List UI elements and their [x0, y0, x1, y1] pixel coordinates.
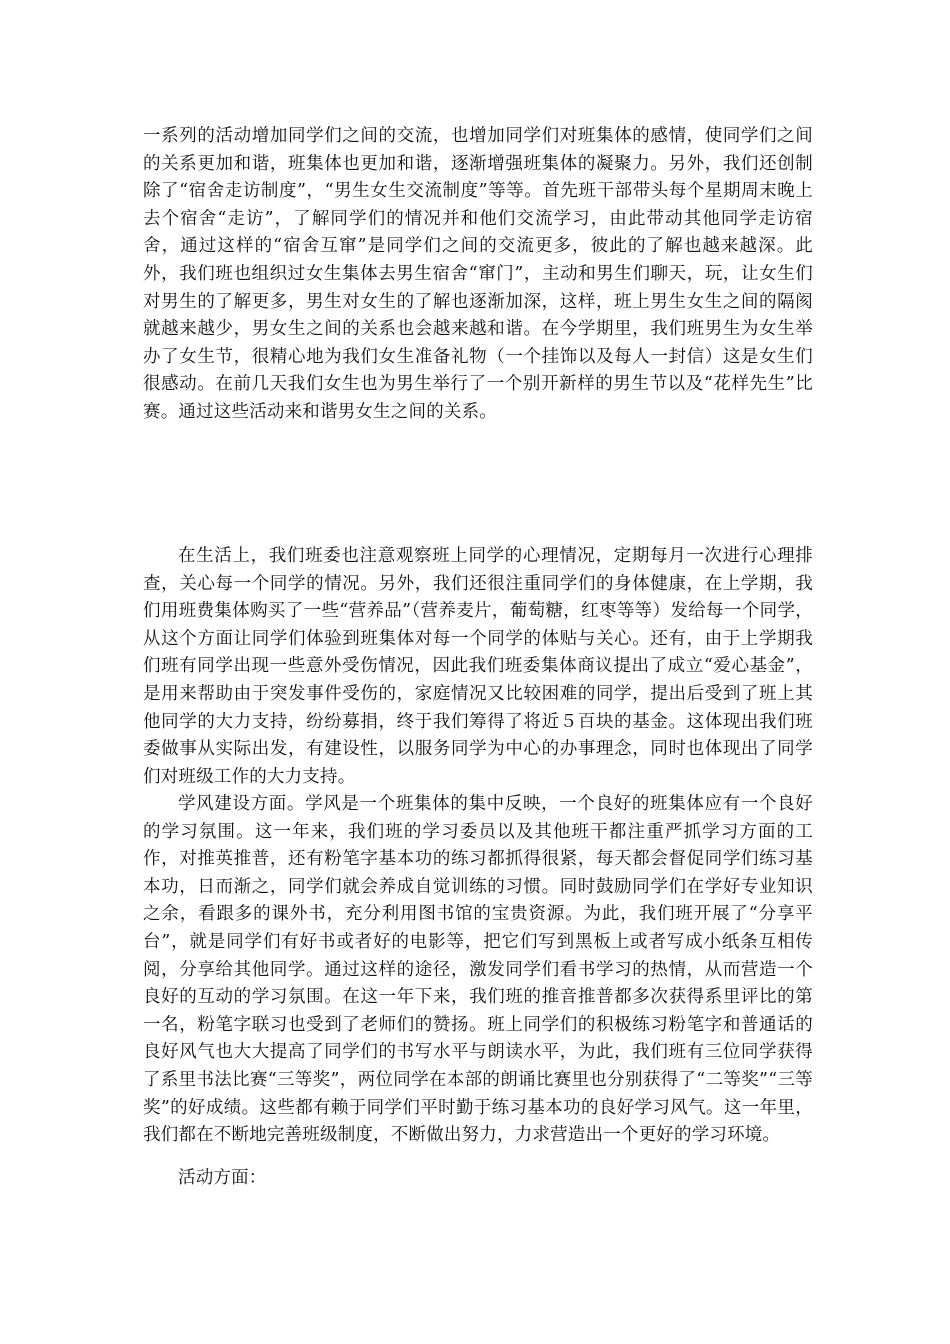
paragraph-class-harmony: 一系列的活动增加同学们之间的交流，也增加同学们对班集体的感情，使同学们之间的关系更加和谐，班集体也更加和谐，逐渐增强班集体的凝聚力。另外，我们还创制除了“宿舍走访制度”，“男生女生交流制度”等等。首先班干部带头每个星期周末晚上去个宿舍“走访”，了解同学们的情况并和他们交流学习，由此带动其他同学走访宿舍，通过这样的“宿舍互窜”是同学们之间的交流更多，彼此的了解也越来越深。此外，我们班也组织过女生集体去男生宿舍“窜门”，主动和男生们聊天，玩，让女生们对男生的了解更多，男生对女生的了解也逐渐加深，这样，班上男生女生之间的隔阂就越来越少，男女生之间的关系也会越来越和谐。在今学期里，我们班男生为女生举办了女生节，很精心地为我们女生准备礼物（一个挂饰以及每人一封信）这是女生们很感动。在前几天我们女生也为男生举行了一个别开新样的男生节以及“花样先生”比赛。通过这些活动来和谐男女生之间的关系。	[143, 126, 813, 422]
section-heading-activities: 活动方面：	[178, 1168, 267, 1188]
paragraph-life-care: 在生活上，我们班委也注意观察班上同学的心理情况，定期每月一次进行心理排查，关心每一个同学的情况。另外，我们还很注重同学们的身体健康，在上学期，我们用班费集体购买了一些“营养品”（营养麦片，葡萄糖，红枣等等）发给每一个同学，从这个方面让同学们体验到班集体对每一个同学的体贴与关心。还有，由于上学期我们班有同学出现一些意外受伤情况，因此我们班委集体商议提出了成立“爱心基金”，是用来帮助由于突发事件受伤的，家庭情况又比较困难的同学，提出后受到了班上其他同学的大力支持，纷纷募捐，终于我们筹得了将近５百块的基金。这体现出我们班委做事从实际出发，有建设性，以服务同学为中心的办事理念，同时也体现出了同学们对班级工作的大力支持。	[143, 546, 813, 787]
paragraph-study-style: 学风建设方面。学风是一个班集体的集中反映，一个良好的班集体应有一个良好的学习氛围。这一年来，我们班的学习委员以及其他班干都注重严抓学习方面的工作，对推英推普，还有粉笔字基本功的练习都抓得很紧，每天都会督促同学们练习基本功，日而渐之，同学们就会养成自觉训练的习惯。同时鼓励同学们在学好专业知识之余，看跟多的课外书，充分利用图书馆的宝贵资源。为此，我们班开展了“分享平台”，就是同学们有好书或者好的电影等，把它们写到黑板上或者写成小纸条互相传阅，分享给其他同学。通过这样的途径，激发同学们看书学习的热情，从而营造一个良好的互动的学习氛围。在这一年下来，我们班的推音推普都多次获得系里评比的第一名，粉笔字联习也受到了老师们的赞扬。班上同学们的积极练习粉笔字和普通话的良好风气也大大提高了同学们的书写水平与朗读水平，为此，我们班有三位同学获得了系里书法比赛“三等奖”，两位同学在本部的朗诵比赛里也分别获得了“二等奖”“三等奖”的好成绩。这些都有赖于同学们平时勤于练习基本功的良好学习风气。这一年里，我们都在不断地完善班级制度，不断做出努力，力求营造出一个更好的学习环境。	[143, 794, 813, 1146]
